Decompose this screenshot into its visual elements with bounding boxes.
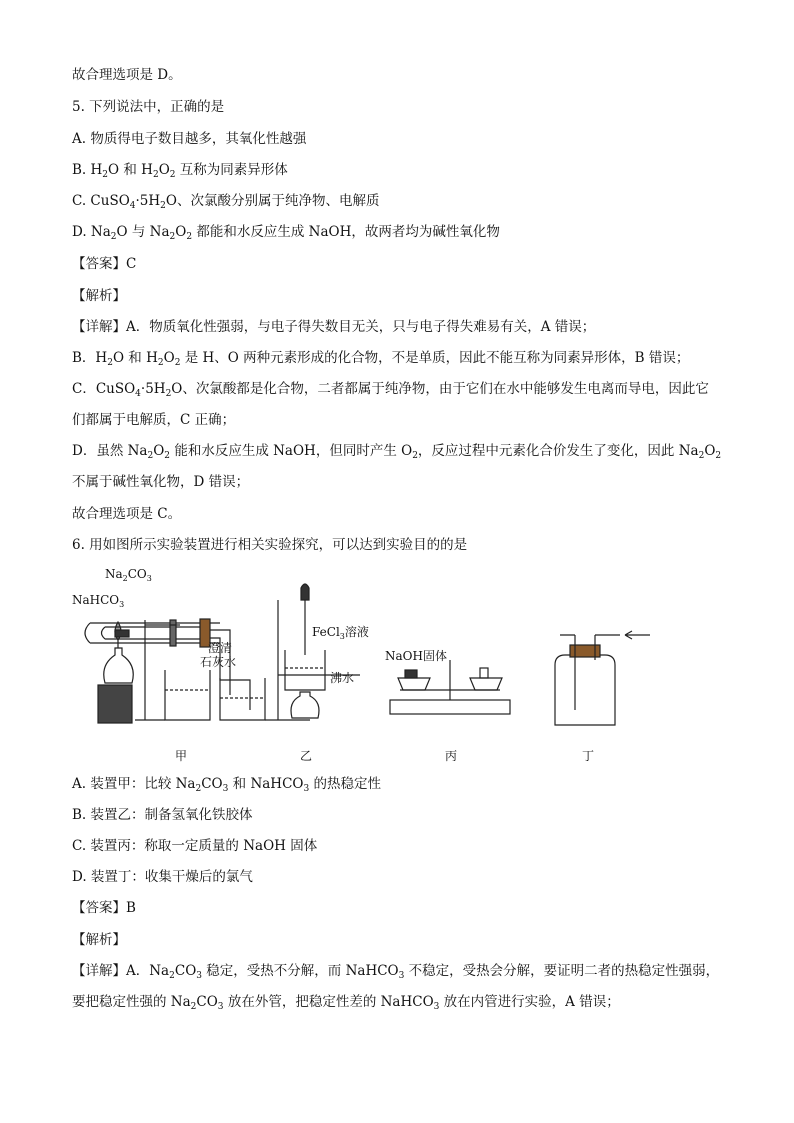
svg-text:NaHCO3: NaHCO$_3$ bbox=[72, 593, 125, 609]
svg-text:沸水: 沸水 bbox=[330, 671, 355, 685]
naoh-solid bbox=[405, 670, 417, 678]
explanation-line: 不属于碱性氧化物，D 错误； bbox=[72, 474, 250, 490]
explanation-line: 要把稳定性强的 $Na_2CO_3$ 放在外管，把稳定性差的 NaHCO$_3$ 放在内管进行实验，A 错误； bbox=[72, 994, 620, 1012]
svg-text:丁: 丁 bbox=[582, 749, 595, 763]
balance-pan bbox=[470, 678, 502, 690]
explanation-line: 【详解】A．$Na_2CO_3$ 稳定，受热不分解，而 NaHCO$_3$ 不稳定，受热会分解，要证明二者的热稳定性强弱， bbox=[72, 963, 720, 981]
option-b: B. 装置乙：制备氢氧化铁胶体 bbox=[72, 807, 253, 823]
svg-text:Na2CO3: $Na_2CO_3$ bbox=[105, 567, 152, 583]
beaker bbox=[285, 650, 325, 690]
option-d: D. 装置丁：收集干燥后的氯气 bbox=[72, 869, 253, 885]
balance-pan bbox=[398, 678, 430, 690]
apparatus-figure bbox=[60, 560, 700, 765]
explanation-line: 【详解】A．物质氧化性强弱，与电子得失数目无关，只与电子得失难易有关，A 错误； bbox=[72, 319, 596, 335]
answer-label: 【答案】C bbox=[72, 256, 137, 272]
beaker bbox=[165, 670, 210, 720]
weights bbox=[480, 668, 488, 678]
text-line: 故合理选项是 C。 bbox=[72, 506, 182, 522]
alcohol-lamp bbox=[104, 648, 134, 683]
option-b: B. $H_2O$ 和 $H_2O_2$ 互称为同素异形体 bbox=[72, 162, 288, 180]
clamp bbox=[170, 620, 176, 646]
option-c: C. $CuSO_4\cdot 5H_2O$、次氯酸分别属于纯净物、电解质 bbox=[72, 193, 380, 211]
solid-sample bbox=[115, 630, 129, 637]
question-6-stem: 6. 用如图所示实验装置进行相关实验探究，可以达到实验目的的是 bbox=[72, 537, 468, 553]
option-a: A. 物质得电子数目越多，其氧化性越强 bbox=[72, 131, 307, 147]
iron-stand bbox=[135, 620, 165, 720]
iron-stand bbox=[265, 600, 310, 720]
option-a: A. 装置甲：比较 $Na_2CO_3$ 和 NaHCO$_3$ 的热稳定性 bbox=[72, 776, 382, 794]
svg-text:丙: 丙 bbox=[445, 749, 458, 763]
option-c: C. 装置丙：称取一定质量的 NaOH 固体 bbox=[72, 838, 318, 854]
arrow-icon bbox=[625, 631, 650, 639]
svg-text:石灰水: 石灰水 bbox=[200, 655, 237, 669]
analysis-label: 【解析】 bbox=[72, 288, 126, 304]
explanation-line: 们都属于电解质，C 正确； bbox=[72, 412, 236, 428]
answer-label: 【答案】B bbox=[72, 900, 136, 916]
svg-text:FeCl3溶液: FeCl$_3$溶液 bbox=[312, 625, 369, 641]
svg-text:澄清: 澄清 bbox=[208, 641, 233, 655]
svg-text:乙: 乙 bbox=[300, 749, 313, 763]
svg-text:甲: 甲 bbox=[175, 749, 188, 763]
stand-block bbox=[98, 685, 132, 723]
analysis-label: 【解析】 bbox=[72, 932, 126, 948]
balance-base bbox=[390, 700, 510, 714]
question-5-stem: 5. 下列说法中，正确的是 bbox=[72, 99, 225, 115]
beaker bbox=[220, 678, 265, 720]
text-line: 故合理选项是 D。 bbox=[72, 67, 182, 83]
dropper-bulb bbox=[301, 584, 309, 600]
alcohol-lamp bbox=[291, 692, 319, 718]
svg-text:NaOH固体: NaOH固体 bbox=[385, 649, 447, 663]
gas-bottle bbox=[555, 655, 615, 725]
explanation-line: C．$CuSO_4\cdot 5H_2O$、次氯酸都是化合物，二者都属于纯净物，由于它们在水中能够发生电离而导电，因此它 bbox=[72, 381, 709, 399]
explanation-line: B．$H_2O$ 和 $H_2O_2$ 是 H、O 两种元素形成的化合物，不是单质，因此不能互称为同素异形体，B 错误； bbox=[72, 350, 690, 368]
explanation-line: D．虽然 $Na_2O_2$ 能和水反应生成 NaOH，但同时产生 $O_2$，反应过程中元素化合价发生了变化，因此 $Na_2O_2$ bbox=[72, 443, 722, 461]
option-d: D. $Na_2O$ 与 $Na_2O_2$ 都能和水反应生成 NaOH，故两者均为碱性氧化物 bbox=[72, 224, 500, 242]
